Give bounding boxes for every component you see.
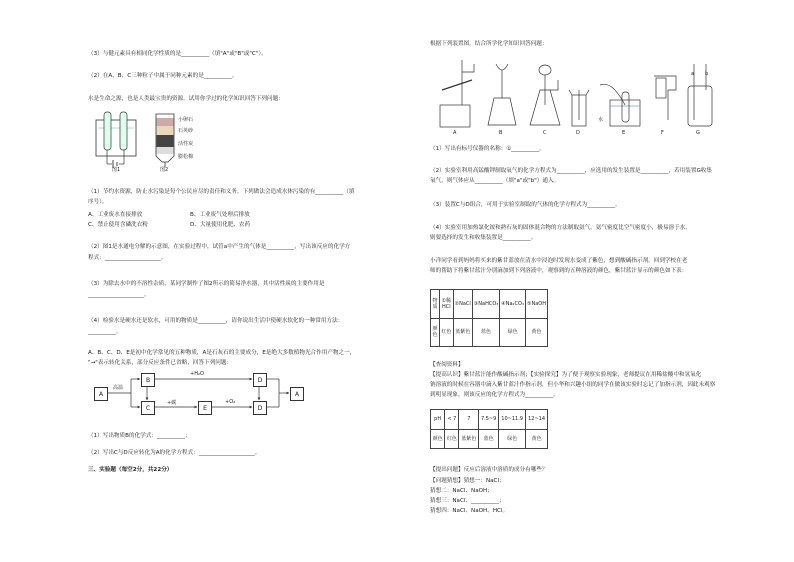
table1-cell: ⑤NaOH bbox=[526, 290, 548, 319]
table1-cell: 蓝色 bbox=[472, 318, 499, 347]
filter-label-cotton: 膨松棉 bbox=[178, 154, 194, 160]
apparatus-label-f: F bbox=[661, 130, 664, 136]
water-q1-option-b: B、工业废气处理后排放 bbox=[190, 212, 250, 218]
water-q1-option-c: C、禁止使用含磷洗衣粉 bbox=[88, 222, 148, 228]
flow-label-high-temp: 高温 bbox=[113, 385, 124, 391]
reference-text-1: 【提高认识】紫甘蓝汁能作酸碱指示剂；【实验探究】为了便于观察实验现象，老师提议在用稀盐酸中和氢氧化 bbox=[430, 372, 702, 378]
problem-question: 【提出问题】反应后溶液中溶质的成分有哪些？ bbox=[430, 467, 548, 473]
table2-cell: 蓝紫色 bbox=[459, 429, 479, 449]
water-q3: （3）为除去水中的不溶性杂质，某同学制作了图2所示的简易净水器，其中活性炭的主要作用是 bbox=[88, 281, 325, 287]
inference-q1: （1）写出物质B的化学式：__________； bbox=[88, 433, 191, 439]
apparatus-q1: （1）写出有标号仪器的名称：①__________。 bbox=[430, 146, 545, 152]
question-symbol-same-property: （3）与健元素具有相同化学性质的是__________（填"A"或"B"或"C"）。 bbox=[88, 51, 267, 57]
water-q3-cont: ____________________。 bbox=[88, 292, 150, 298]
table2-cell: 绿色 bbox=[499, 429, 526, 449]
flow-node-b: B bbox=[141, 373, 155, 387]
apparatus-figure bbox=[432, 50, 717, 130]
indicator-color-table bbox=[430, 289, 548, 347]
water-q1-cont: 序号）。 bbox=[88, 199, 108, 205]
reference-text-2: 钠溶液的时候在容器中滴入紫甘蓝汁作指示剂，但小华和兴趣小组的同学在做该实验时忘记了加指示剂，因此未观察 bbox=[430, 382, 716, 388]
table2-cell: 蓝色 bbox=[479, 429, 499, 449]
apparatus-q4-cont: 则要选择的发生和收集装置是__________。 bbox=[430, 235, 537, 241]
water-q4-cont: __________。 bbox=[88, 329, 122, 335]
table2-header: 颜色 bbox=[431, 429, 445, 449]
hypothesis-1: 【问题猜想】猜想一：NaCl； bbox=[430, 478, 505, 484]
water-q1-option-a: A、工业废水直接排放 bbox=[88, 212, 143, 218]
flow-node-c: C bbox=[141, 401, 155, 415]
table2-cell: 红色 bbox=[445, 429, 459, 449]
table2-cell: 黄色 bbox=[526, 429, 548, 449]
apparatus-q4: （4）实验室用加热氯化铵和熟石灰的固体混合物的方法制取氨气。氨气密度比空气密度小，极易溶于水， bbox=[430, 225, 691, 231]
flow-node-a-end: A bbox=[290, 387, 304, 401]
table2-cell: 7.5~9 bbox=[479, 410, 499, 430]
inference-intro: A、B、C、D、E是初中化学常见的五种物质，A是石灰石的主要成分，E是绝大多数植物光合作用产物之一， bbox=[88, 350, 356, 356]
table2-cell: 12~14 bbox=[526, 410, 548, 430]
table1-cell: ③NaHCO₃ bbox=[472, 290, 499, 319]
apparatus-q3: （3）装置C与D组合，可用于实验室制取的气体的化学方程式为__________。 bbox=[430, 202, 621, 208]
inference-q2: （2）写出C与D反应转化为A的化学方程式：____________________。 bbox=[88, 450, 261, 456]
apparatus-label-d: D bbox=[576, 130, 580, 136]
table1-cell: 绿色 bbox=[500, 318, 526, 347]
table1-cell: 蓝紫色 bbox=[453, 318, 472, 347]
flow-node-e: E bbox=[198, 401, 212, 415]
flow-label-plus-water: +H₂O bbox=[190, 371, 204, 377]
water-intro: 水是生命之源，也是人类最宝贵的资源。试用你学过的化学知识回答下列问题： bbox=[88, 96, 284, 102]
filter-label-activated-carbon: 活性炭 bbox=[178, 141, 194, 147]
table2-cell: 10~11.9 bbox=[499, 410, 526, 430]
ph-color-table bbox=[430, 409, 548, 449]
water-q2-cont: 程式：____________________。 bbox=[88, 255, 167, 261]
hypothesis-3: 猜想三：NaCl、__________； bbox=[430, 498, 505, 504]
water-q4: （4）检验水是硬水还是软水，可用的物质是__________，请你说出生活中使硬水软化的一种常用方法： bbox=[88, 318, 344, 324]
fig2-label: 图2 bbox=[160, 167, 169, 173]
flow-label-plus-oxygen: +O₂ bbox=[225, 399, 236, 405]
flow-node-d-top: D bbox=[253, 373, 267, 387]
g-tube-label-b: b bbox=[705, 71, 709, 77]
water-q2: （2）图1是水通电分解的示意图，在实验过程中，试管a中产生的气体是__________，写出该反应的化学方 bbox=[88, 244, 351, 250]
apparatus-q2: （2）实验室利用高锰酸钾制取氧气的化学方程式为__________，应选用的发生装置是__________，若用装置G收集 bbox=[430, 168, 712, 174]
apparatus-intro: 根据下列装置图，结合所学化学知识回答问题： bbox=[430, 41, 548, 47]
reference-text-3: 到明显现象，则该反应的化学方程式为__________。 bbox=[430, 392, 559, 398]
flow-node-d-bottom: D bbox=[253, 401, 267, 415]
apparatus-q2-cont: 氧气，则气体应从__________（填"a"或"b"）通入。 bbox=[430, 178, 560, 184]
table1-cell: 红色 bbox=[440, 318, 454, 347]
table2-cell: < 7 bbox=[445, 410, 459, 430]
table1-header: 物质 bbox=[431, 290, 440, 319]
inference-intro-cont: "→"表示转化关系，部分反应条件已省略，回答下列问题： bbox=[88, 360, 233, 366]
question-same-element: （2）在A、B、C三种粒子中属于同种元素的是__________。 bbox=[88, 73, 238, 79]
hypothesis-2: 猜想二：NaCl、NaOH； bbox=[430, 488, 493, 494]
cabbage-intro: 小洋同学看到妈妈将买来的紫甘蓝放在清水中浸泡时发现水变成了紫色，想到酸碱指示剂。回到学校在老 bbox=[430, 258, 688, 264]
filter-label-pebbles: 小卵石 bbox=[178, 117, 194, 123]
section-3-heading: 三、实验题（每空2分，共22分） bbox=[88, 467, 173, 473]
cabbage-intro-cont: 师的帮助下将紫甘蓝汁分别滴加到下列溶液中，观察到的五种溶液的颜色，紫甘蓝汁显示的颜色如下表： bbox=[430, 268, 688, 274]
apparatus-label-e: E bbox=[622, 130, 626, 136]
water-q1-option-d: D、大量使用化肥、农药 bbox=[190, 222, 251, 228]
apparatus-label-g: G bbox=[696, 130, 700, 136]
g-tube-label-a: a bbox=[691, 71, 695, 77]
water-q1: （1）节约水资源，防止水污染是每个公民应尽的责任和义务。下列做法会造成水体污染的有__________（填 bbox=[88, 189, 355, 195]
fig1-label: 图1 bbox=[112, 167, 121, 173]
apparatus-label-c: C bbox=[543, 130, 547, 136]
hypothesis-4: 猜想四：NaCl、NaOH、HCl。 bbox=[430, 508, 509, 514]
table1-header: 颜色 bbox=[431, 318, 440, 347]
reference-heading: 【查阅资料】 bbox=[430, 362, 464, 368]
table2-cell: 7 bbox=[459, 410, 479, 430]
table2-header: pH bbox=[431, 410, 445, 430]
flow-label-plus-carbon: +碳 bbox=[167, 400, 177, 406]
apparatus-label-a: A bbox=[453, 130, 457, 136]
table1-cell: ①稀HCl bbox=[440, 290, 454, 319]
water-trough-label: 水 bbox=[598, 117, 604, 123]
table1-cell: ②NaCl bbox=[453, 290, 472, 319]
table1-cell: ④Na₂CO₃ bbox=[500, 290, 526, 319]
flow-node-a-start: A bbox=[94, 387, 108, 401]
filter-label-quartz-sand: 石英砂 bbox=[178, 128, 194, 134]
apparatus-label-b: B bbox=[499, 130, 503, 136]
table1-cell: 黄色 bbox=[526, 318, 548, 347]
